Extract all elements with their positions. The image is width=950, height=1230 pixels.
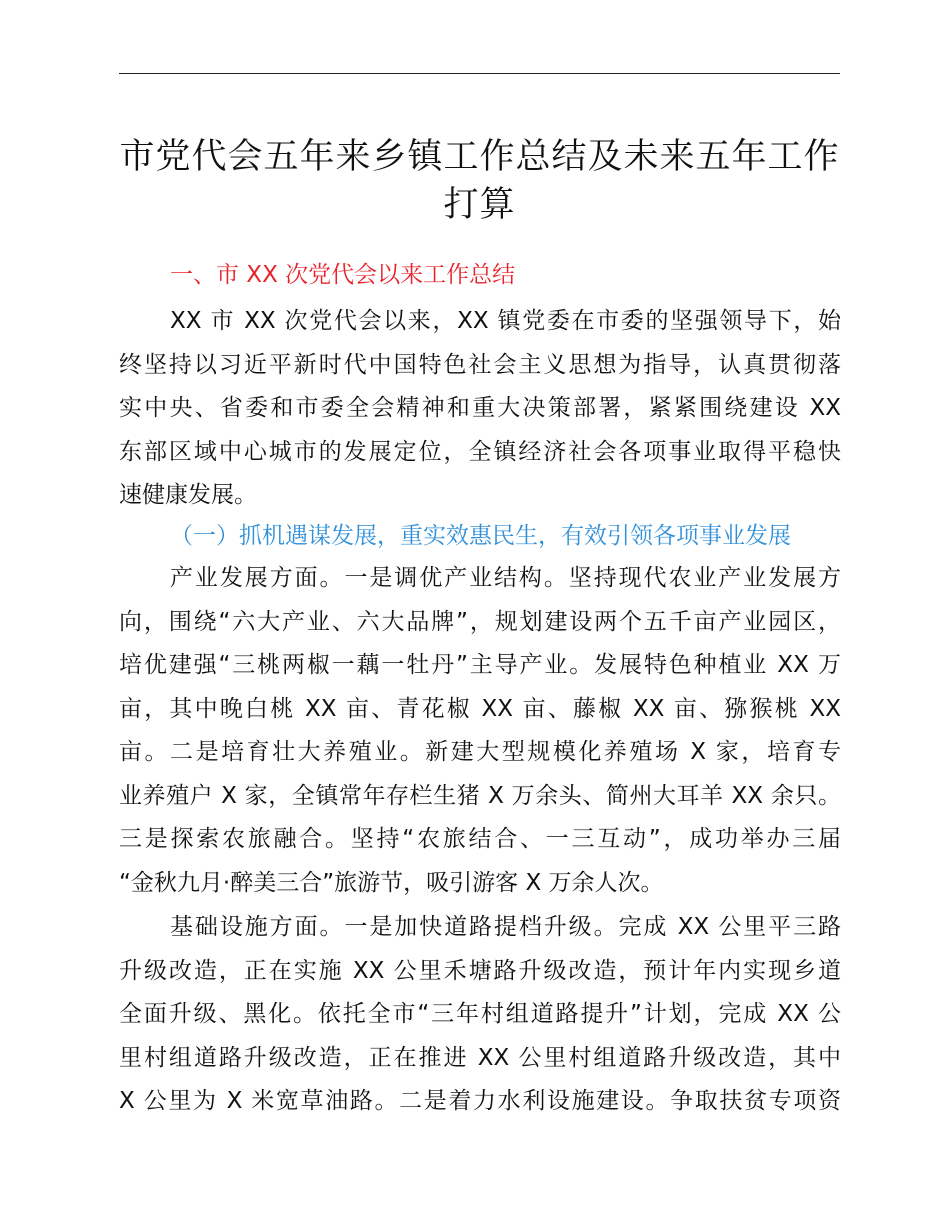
paragraph-line: 基础设施方面。一是加快道路提档升级。完成 XX 公里平三路 <box>170 914 841 940</box>
section-heading: 一、市 XX 次党代会以来工作总结 <box>170 262 516 288</box>
paragraph-line: XX 市 XX 次党代会以来，XX 镇党委在市委的坚强领导下，始 <box>170 308 841 334</box>
paragraph-line: 速健康发展。 <box>119 482 257 508</box>
paragraph-line: 亩。二是培育壮大养殖业。新建大型规模化养殖场 X 家，培育专 <box>119 739 841 765</box>
paragraph-line: 东部区域中心城市的发展定位，全镇经济社会各项事业取得平稳快 <box>119 438 841 465</box>
paragraph-line: 亩，其中晚白桃 XX 亩、青花椒 XX 亩、藤椒 XX 亩、猕猴桃 XX <box>119 695 841 722</box>
subsection-heading: （一）抓机遇谋发展，重实效惠民生，有效引领各项事业发展 <box>170 523 791 549</box>
paragraph-line: 全面升级、黑化。依托全市“三年村组道路提升”计划，完成 XX 公 <box>119 1001 841 1027</box>
document-title: 市党代会五年来乡镇工作总结及未来五年工作打算 <box>119 137 840 225</box>
paragraph-line: 业养殖户 X 家，全镇常年存栏生猪 X 万余头、简州大耳羊 XX 余只。 <box>119 782 841 809</box>
paragraph-line: 里村组道路升级改造，正在推进 XX 公里村组道路升级改造，其中 <box>119 1044 841 1071</box>
industry-paragraph <box>119 557 841 905</box>
paragraph-line: 向，围绕“六大产业、六大品牌”，规划建设两个五千亩产业园区， <box>119 608 841 635</box>
header-rule <box>119 73 840 74</box>
paragraph-line: “金秋九月·醉美三合”旅游节，吸引游客 X 万余人次。 <box>119 869 664 896</box>
intro-paragraph <box>119 300 841 518</box>
paragraph-line: 培优建强“三桃两椒一藕一牡丹”主导产业。发展特色种植业 XX 万 <box>119 652 841 678</box>
paragraph-line: 实中央、省委和市委全会精神和重大决策部署，紧紧围绕建设 XX <box>119 395 841 421</box>
paragraph-line: 三是探索农旅融合。坚持“农旅结合、一三互动”，成功举办三届 <box>119 826 841 852</box>
infrastructure-paragraph <box>119 906 841 1124</box>
paragraph-line: 升级改造，正在实施 XX 公里禾塘路升级改造，预计年内实现乡道 <box>119 957 841 984</box>
paragraph-line: X 公里为 X 米宽草油路。二是着力水利设施建设。争取扶贫专项资 <box>119 1088 841 1114</box>
paragraph-line: 产业发展方面。一是调优产业结构。坚持现代农业产业发展方 <box>170 565 841 591</box>
paragraph-line: 终坚持以习近平新时代中国特色社会主义思想为指导，认真贯彻落 <box>119 351 841 378</box>
